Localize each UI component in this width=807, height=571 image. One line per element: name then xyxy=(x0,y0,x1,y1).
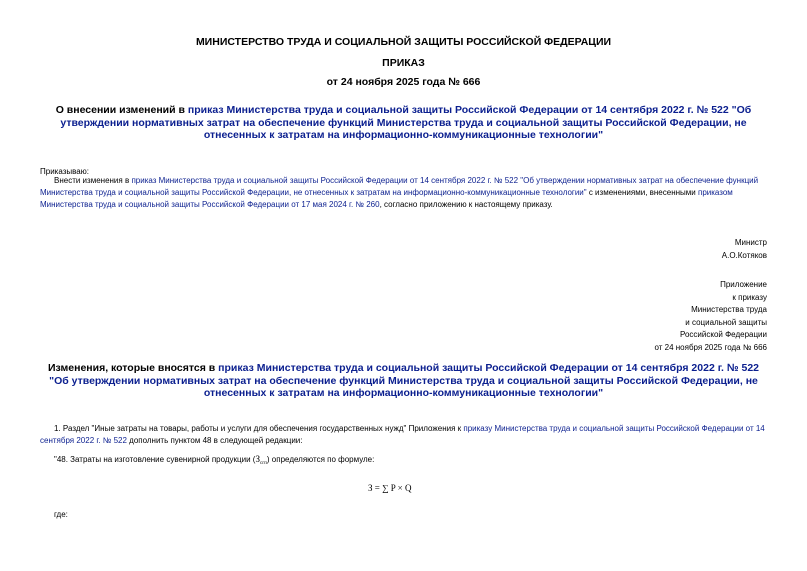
changes-p1-prefix: 1. Раздел "Иные затраты на товары, работы и услуги для обеспечения государственных нужд" Приложения к xyxy=(54,424,464,433)
order-paragraph xyxy=(40,175,768,212)
appendix-line: к приказу xyxy=(732,292,767,302)
doc-date-number: от 24 ноября 2025 года № 666 xyxy=(326,76,481,88)
appendix-line: и социальной защиты xyxy=(685,317,767,327)
signature-position: Министр xyxy=(734,238,767,247)
changes-paragraph-2 xyxy=(54,453,374,470)
signature-name: А.О.Котяков xyxy=(721,250,767,260)
doc-type: ПРИКАЗ xyxy=(382,57,425,69)
changes-title-prefix: Изменения, которые вносятся в xyxy=(47,362,219,374)
appendix-line: от 24 ноября 2025 года № 666 xyxy=(654,342,767,352)
signature-block xyxy=(722,237,767,262)
order-p1-middle: с изменениями, внесенными xyxy=(586,188,698,198)
formula-symbol: $З_{сгп}$ xyxy=(255,454,267,466)
changes-title xyxy=(40,362,767,400)
order-label: Приказываю: xyxy=(40,167,89,176)
changes-p2-suffix: ) определяются по формуле: xyxy=(266,455,375,464)
order-p1-prefix: Внести изменения в xyxy=(54,176,132,185)
appendix-block xyxy=(654,279,767,355)
doc-title-link[interactable]: приказ Министерства труда и социальной защиты Российской Федерации от 14 сентября 2022 г. № 522 "Об утверждении нормативных затрат на обеспечение функций Министерства труда и социальной защиты Российской Федерации, не отнесенных к затратам на информационно-коммуникационные технологии" xyxy=(60,104,752,141)
appendix-line: Министерства труда xyxy=(691,305,767,315)
changes-p1-link[interactable]: приказу Министерства труда и социальной защиты Российской Федерации от 14 сентября 2022 г. № 522 xyxy=(40,424,765,446)
order-p1-suffix: , согласно приложению к настоящему приказу. xyxy=(379,200,553,210)
changes-paragraph-1 xyxy=(40,423,768,447)
appendix-line: Российской Федерации xyxy=(680,330,767,340)
doc-title-prefix: О внесении изменений в xyxy=(55,104,188,116)
doc-title xyxy=(40,104,767,142)
where-label: где: xyxy=(54,510,68,519)
ministry-header: МИНИСТЕРСТВО ТРУДА И СОЦИАЛЬНОЙ ЗАЩИТЫ РОССИЙСКОЙ ФЕДЕРАЦИИ xyxy=(195,36,612,48)
changes-p2-prefix: "48. Затраты на изготовление сувенирной продукции ( xyxy=(54,455,256,464)
order-p1-link[interactable]: приказ Министерства труда и социальной защиты Российской Федерации от 14 сентября 2022 г. № 522 "Об утверждении нормативных затрат на обеспечение функций Министерства труда и социальной защиты Российской Федерации, не отнесенных к затратам на информационно-коммуникационные технологии" xyxy=(40,176,759,198)
changes-p1-suffix: дополнить пунктом 48 в следующей редакции: xyxy=(126,436,303,446)
changes-title-link[interactable]: приказ Министерства труда и социальной защиты Российской Федерации от 14 сентября 2022 г. № 522 "Об утверждении нормативных затрат на обеспечение функций Министерства труда и социальной защиты Российской Федерации, не отнесенных к затратам на информационно-коммуникационные технологии" xyxy=(49,362,760,399)
formula-image: З = ∑ P × Q xyxy=(368,483,412,493)
appendix-line: Приложение xyxy=(720,280,767,289)
order-p1-link2[interactable]: приказом Министерства труда и социальной защиты Российской Федерации от 17 мая 2024 г. № 260 xyxy=(40,188,733,210)
